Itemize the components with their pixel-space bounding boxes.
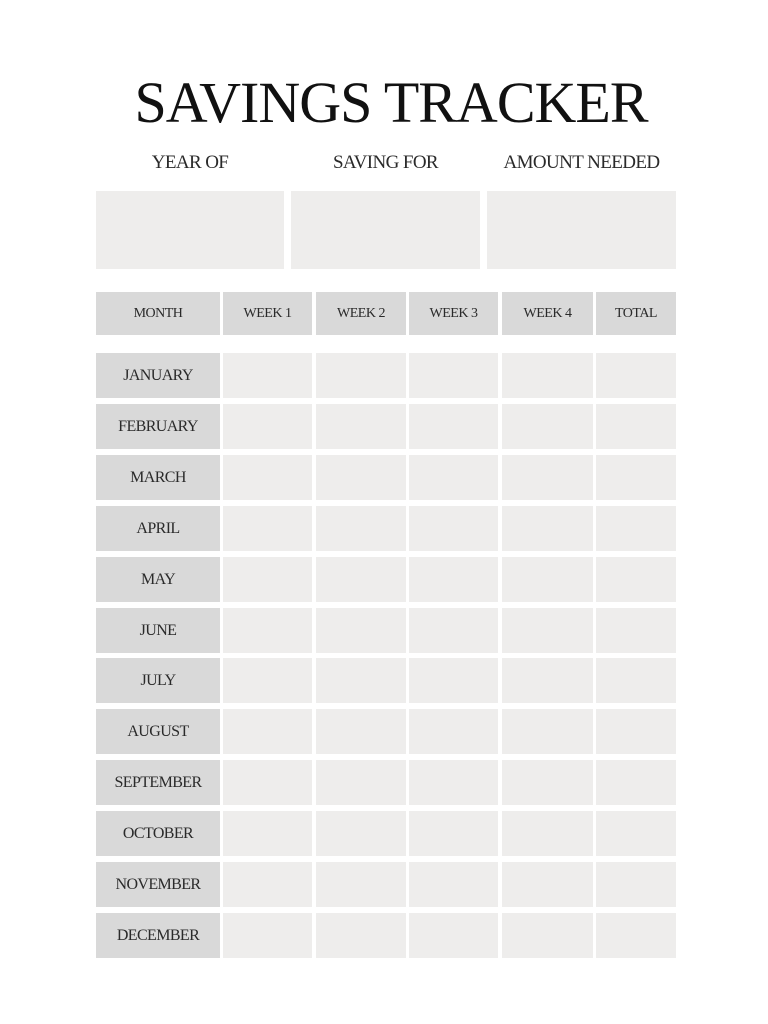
week-1-entry-cell[interactable] [223, 913, 312, 958]
total-entry-cell[interactable] [596, 506, 676, 551]
month-label: AUGUST [96, 709, 220, 754]
page-title: SAVINGS TRACKER [134, 70, 648, 135]
week-3-entry-cell[interactable] [409, 353, 498, 398]
amount-needed-label: AMOUNT NEEDED [503, 152, 660, 173]
week-4-entry-cell[interactable] [502, 455, 593, 500]
week-2-entry-cell[interactable] [316, 557, 406, 602]
month-label: APRIL [96, 506, 220, 551]
week-3-entry-cell[interactable] [409, 608, 498, 653]
total-entry-cell[interactable] [596, 862, 676, 907]
week-4-entry-cell[interactable] [502, 658, 593, 703]
month-label: MARCH [96, 455, 220, 500]
total-entry-cell[interactable] [596, 455, 676, 500]
month-label: JANUARY [96, 353, 220, 398]
total-entry-cell[interactable] [596, 557, 676, 602]
week-3-entry-cell[interactable] [409, 862, 498, 907]
week-1-entry-cell[interactable] [223, 404, 312, 449]
total-entry-cell[interactable] [596, 608, 676, 653]
week-2-entry-cell[interactable] [316, 913, 406, 958]
week-1-entry-cell[interactable] [223, 862, 312, 907]
week-4-entry-cell[interactable] [502, 811, 593, 856]
column-header-week-4: WEEK 4 [502, 292, 593, 335]
week-1-entry-cell[interactable] [223, 760, 312, 805]
month-label: DECEMBER [96, 913, 220, 958]
total-entry-cell[interactable] [596, 404, 676, 449]
year-of-label: YEAR OF [151, 152, 229, 173]
column-header-week-1: WEEK 1 [223, 292, 312, 335]
week-2-entry-cell[interactable] [316, 760, 406, 805]
week-4-entry-cell[interactable] [502, 913, 593, 958]
week-4-entry-cell[interactable] [502, 862, 593, 907]
week-1-entry-cell[interactable] [223, 709, 312, 754]
week-1-entry-cell[interactable] [223, 353, 312, 398]
total-entry-cell[interactable] [596, 913, 676, 958]
week-2-entry-cell[interactable] [316, 709, 406, 754]
month-label: OCTOBER [96, 811, 220, 856]
week-3-entry-cell[interactable] [409, 404, 498, 449]
week-3-entry-cell[interactable] [409, 760, 498, 805]
week-1-entry-cell[interactable] [223, 608, 312, 653]
week-4-entry-cell[interactable] [502, 709, 593, 754]
column-header-month: MONTH [96, 292, 220, 335]
week-3-entry-cell[interactable] [409, 913, 498, 958]
week-2-entry-cell[interactable] [316, 658, 406, 703]
column-header-total: TOTAL [596, 292, 676, 335]
week-4-entry-cell[interactable] [502, 353, 593, 398]
week-3-entry-cell[interactable] [409, 811, 498, 856]
month-label: FEBRUARY [96, 404, 220, 449]
saving-for-field[interactable] [291, 191, 480, 269]
total-entry-cell[interactable] [596, 658, 676, 703]
week-1-entry-cell[interactable] [223, 455, 312, 500]
total-entry-cell[interactable] [596, 811, 676, 856]
week-1-entry-cell[interactable] [223, 811, 312, 856]
week-4-entry-cell[interactable] [502, 608, 593, 653]
week-1-entry-cell[interactable] [223, 506, 312, 551]
saving-for-label: SAVING FOR [332, 152, 439, 173]
month-label: NOVEMBER [96, 862, 220, 907]
week-3-entry-cell[interactable] [409, 557, 498, 602]
month-label: JULY [96, 658, 220, 703]
year-of-field[interactable] [96, 191, 284, 269]
total-entry-cell[interactable] [596, 709, 676, 754]
week-4-entry-cell[interactable] [502, 404, 593, 449]
week-4-entry-cell[interactable] [502, 506, 593, 551]
week-2-entry-cell[interactable] [316, 506, 406, 551]
week-2-entry-cell[interactable] [316, 608, 406, 653]
week-3-entry-cell[interactable] [409, 658, 498, 703]
week-3-entry-cell[interactable] [409, 455, 498, 500]
week-3-entry-cell[interactable] [409, 709, 498, 754]
column-header-week-2: WEEK 2 [316, 292, 406, 335]
month-label: JUNE [96, 608, 220, 653]
week-3-entry-cell[interactable] [409, 506, 498, 551]
week-2-entry-cell[interactable] [316, 404, 406, 449]
column-header-week-3: WEEK 3 [409, 292, 498, 335]
week-2-entry-cell[interactable] [316, 811, 406, 856]
month-label: SEPTEMBER [96, 760, 220, 805]
total-entry-cell[interactable] [596, 760, 676, 805]
amount-needed-field[interactable] [487, 191, 676, 269]
month-label: MAY [96, 557, 220, 602]
total-entry-cell[interactable] [596, 353, 676, 398]
week-1-entry-cell[interactable] [223, 557, 312, 602]
week-2-entry-cell[interactable] [316, 862, 406, 907]
week-1-entry-cell[interactable] [223, 658, 312, 703]
week-2-entry-cell[interactable] [316, 353, 406, 398]
week-4-entry-cell[interactable] [502, 557, 593, 602]
week-4-entry-cell[interactable] [502, 760, 593, 805]
week-2-entry-cell[interactable] [316, 455, 406, 500]
